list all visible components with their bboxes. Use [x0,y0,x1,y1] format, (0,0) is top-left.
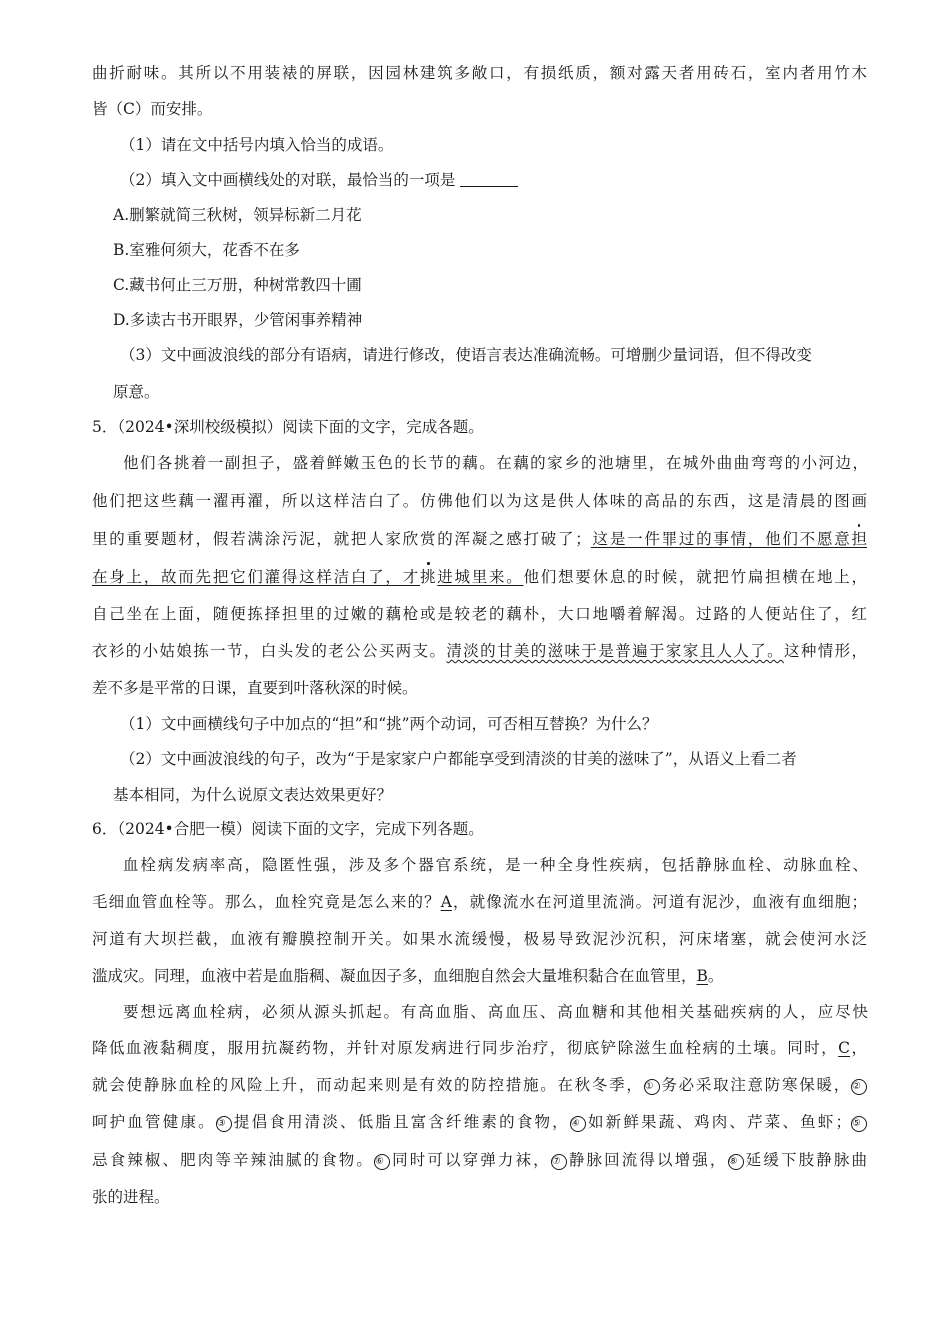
blank-label-b: B [696,967,708,985]
q6-p4-text: 滥成灾。同理，血液中若是血脂稠、凝血因子多，血细胞自然会大量堆积黏合在血管里， [92,967,697,985]
sentence-marker-8: ⑧ [728,1154,744,1170]
underlined-sentence-part-1: 这是一件罪过的事情，他们不愿意 [590,530,852,548]
q6-para-line-2 [92,891,867,913]
underlined-sentence-part-3: 进城里来。 [437,568,524,586]
q5-para-line-6 [92,640,867,662]
q6-p8-text: 呵护血管健康。 [92,1113,216,1131]
sentence-marker-4: ④ [570,1116,586,1132]
q4-sub3-line-2: 原意。 [113,383,160,401]
q5-sub2-line-1: （2）文中画波浪线的句子，改为“于是家家户户都能享受到清淡的甘美的滋味了”，从语义上看二者 [120,750,797,768]
q6-p9-mid1: 同时可以穿弹力袜， [390,1151,551,1169]
q5-para-line-4 [92,566,867,588]
q5-para-line-5: 自己坐在上面，随便拣择担里的过嫩的藕枪或是较老的藕朴，大口地嚼着解渴。过路的人便站住了，红 [92,605,867,623]
underlined-sentence-part-2: 在身上，故而先把它们灌得这样洁白了，才 [92,568,420,586]
q6-p4-tail: 。 [707,967,724,985]
sentence-marker-1: ① [644,1079,660,1095]
q6-para-line-8 [92,1111,867,1133]
q4-option-b: B.室雅何须大，花香不在多 [113,241,300,259]
q6-p7-text: 就会使静脉血栓的风险上升，而动起来则是有效的防控措施。在秋冬季， [92,1076,644,1094]
q4-sub3-line-1: （3）文中画波浪线的部分有语病，请进行修改，使语言表达准确流畅。可增删少量词语，但不得改变 [120,346,812,364]
q5-sub2-line-2: 基本相同，为什么说原文表达效果更好？ [113,786,393,804]
q5-p4-text: 他们想要休息的时候，就把竹扁担横在地上， [523,568,867,586]
q4-option-a: A.删繁就简三秋树，领异标新二月花 [113,206,362,224]
sentence-marker-6: ⑥ [374,1154,390,1170]
q5-para-line-7: 差不多是平常的日课，直要到叶落秋深的时候。 [92,679,418,697]
intro-line-1: 曲折耐味。其所以不用装裱的屏联，因园林建筑多敞口，有损纸质，额对露天者用砖石，室内者用竹木 [92,64,867,82]
blank-label-c: C [838,1039,851,1057]
q5-p6-text: 衣衫的小姑娘拣一节，白头发的老公公买两支。 [92,642,447,660]
q6-p9-text: 忌食辣椒、肥肉等辛辣油腻的食物。 [92,1151,375,1169]
q6-p2-text: 毛细血管血栓等。那么，血栓究竟是怎么来的？ [92,893,441,911]
q4-option-c: C.藏书何止三万册，种树常教四十圃 [113,276,362,294]
q6-para-line-5: 要想远离血栓病，必须从源头抓起。有高血脂、高血压、高血糖和其他相关基础疾病的人，应尽快 [123,1003,868,1021]
q5-title: 5．（2024•深圳校级模拟）阅读下面的文字，完成各题。 [92,418,484,436]
q4-sub1: （1）请在文中括号内填入恰当的成语。 [120,136,394,154]
q5-p6-tail: 这种情形， [783,642,867,660]
q6-para-line-7 [92,1074,867,1096]
intro-line-2: 皆（C）而安排。 [92,100,213,118]
q6-p2-tail: ，就像流水在河道里流淌。河道有泥沙，血液有血细胞； [451,893,867,911]
q6-para-line-4 [92,965,867,987]
answer-blank [460,172,518,187]
q4-option-d: D.多读古书开眼界，少管闲事养精神 [113,311,363,329]
q6-title: 6．（2024•合肥一模）阅读下面的文字，完成下列各题。 [92,820,484,838]
q6-p7-tail: 务必采取注意防寒保暖， [659,1076,851,1094]
sentence-marker-7: ⑦ [551,1154,567,1170]
sentence-marker-5: ⑤ [851,1116,867,1132]
q5-para-line-1: 他们各挑着一副担子，盛着鲜嫩玉色的长节的藕。在藕的家乡的池塘里，在城外曲曲弯弯的小河边， [123,454,868,472]
q6-para-line-1: 血栓病发病率高，隐匿性强，涉及多个器官系统，是一种全身性疾病，包括静脉血栓、动脉血栓、 [123,856,868,874]
dotted-verb-tiao: 挑 [419,568,438,586]
q6-p9-mid2: 静脉回流得以增强， [566,1151,728,1169]
blank-label-a: A [440,893,452,911]
q6-para-line-10: 张的进程。 [92,1188,170,1206]
q4-sub2-text: （2）填入文中画横线处的对联，最恰当的一项是 [120,171,456,189]
q6-p8-mid: 提倡食用清淡、低脂且富含纤维素的食物， [231,1113,570,1131]
wavy-underlined-sentence: 清淡的甘美的滋味于是普遍于家家且人人了。 [446,642,784,660]
q6-p6-tail: ， [850,1039,867,1057]
q4-sub2 [120,169,895,191]
dotted-verb-dan: 担 [851,530,867,548]
q5-para-line-3 [92,528,867,550]
q5-sub1: （1）文中画横线句子中加点的“担”和“挑”两个动词，可否相互替换？为什么？ [120,715,658,733]
q5-p3-text: 里的重要题材，假若满涂污泥，就把人家欣赏的浑凝之感打破了； [92,530,591,548]
q6-para-line-6 [92,1037,867,1059]
q6-p9-tail: 延缓下肢静脉曲 [743,1151,867,1169]
q6-p8-tail: 如新鲜果蔬、鸡肉、芹菜、鱼虾； [585,1113,851,1131]
q6-para-line-9 [92,1149,867,1171]
q6-p6-text: 降低血液黏稠度，服用抗凝药物，并针对原发病进行同步治疗，彻底铲除滋生血栓病的土壤。同时， [92,1039,839,1057]
sentence-marker-2: ② [851,1079,867,1095]
sentence-marker-3: ③ [216,1116,232,1132]
q6-para-line-3: 河道有大坝拦截，血液有瓣膜控制开关。如果水流缓慢，极易导致泥沙沉积，河床堵塞，就会使河水泛 [92,930,867,948]
q5-para-line-2: 他们把这些藕一濯再濯，所以这样洁白了。仿佛他们以为这是供人体味的高品的东西，这是清晨的图画 [92,492,867,510]
